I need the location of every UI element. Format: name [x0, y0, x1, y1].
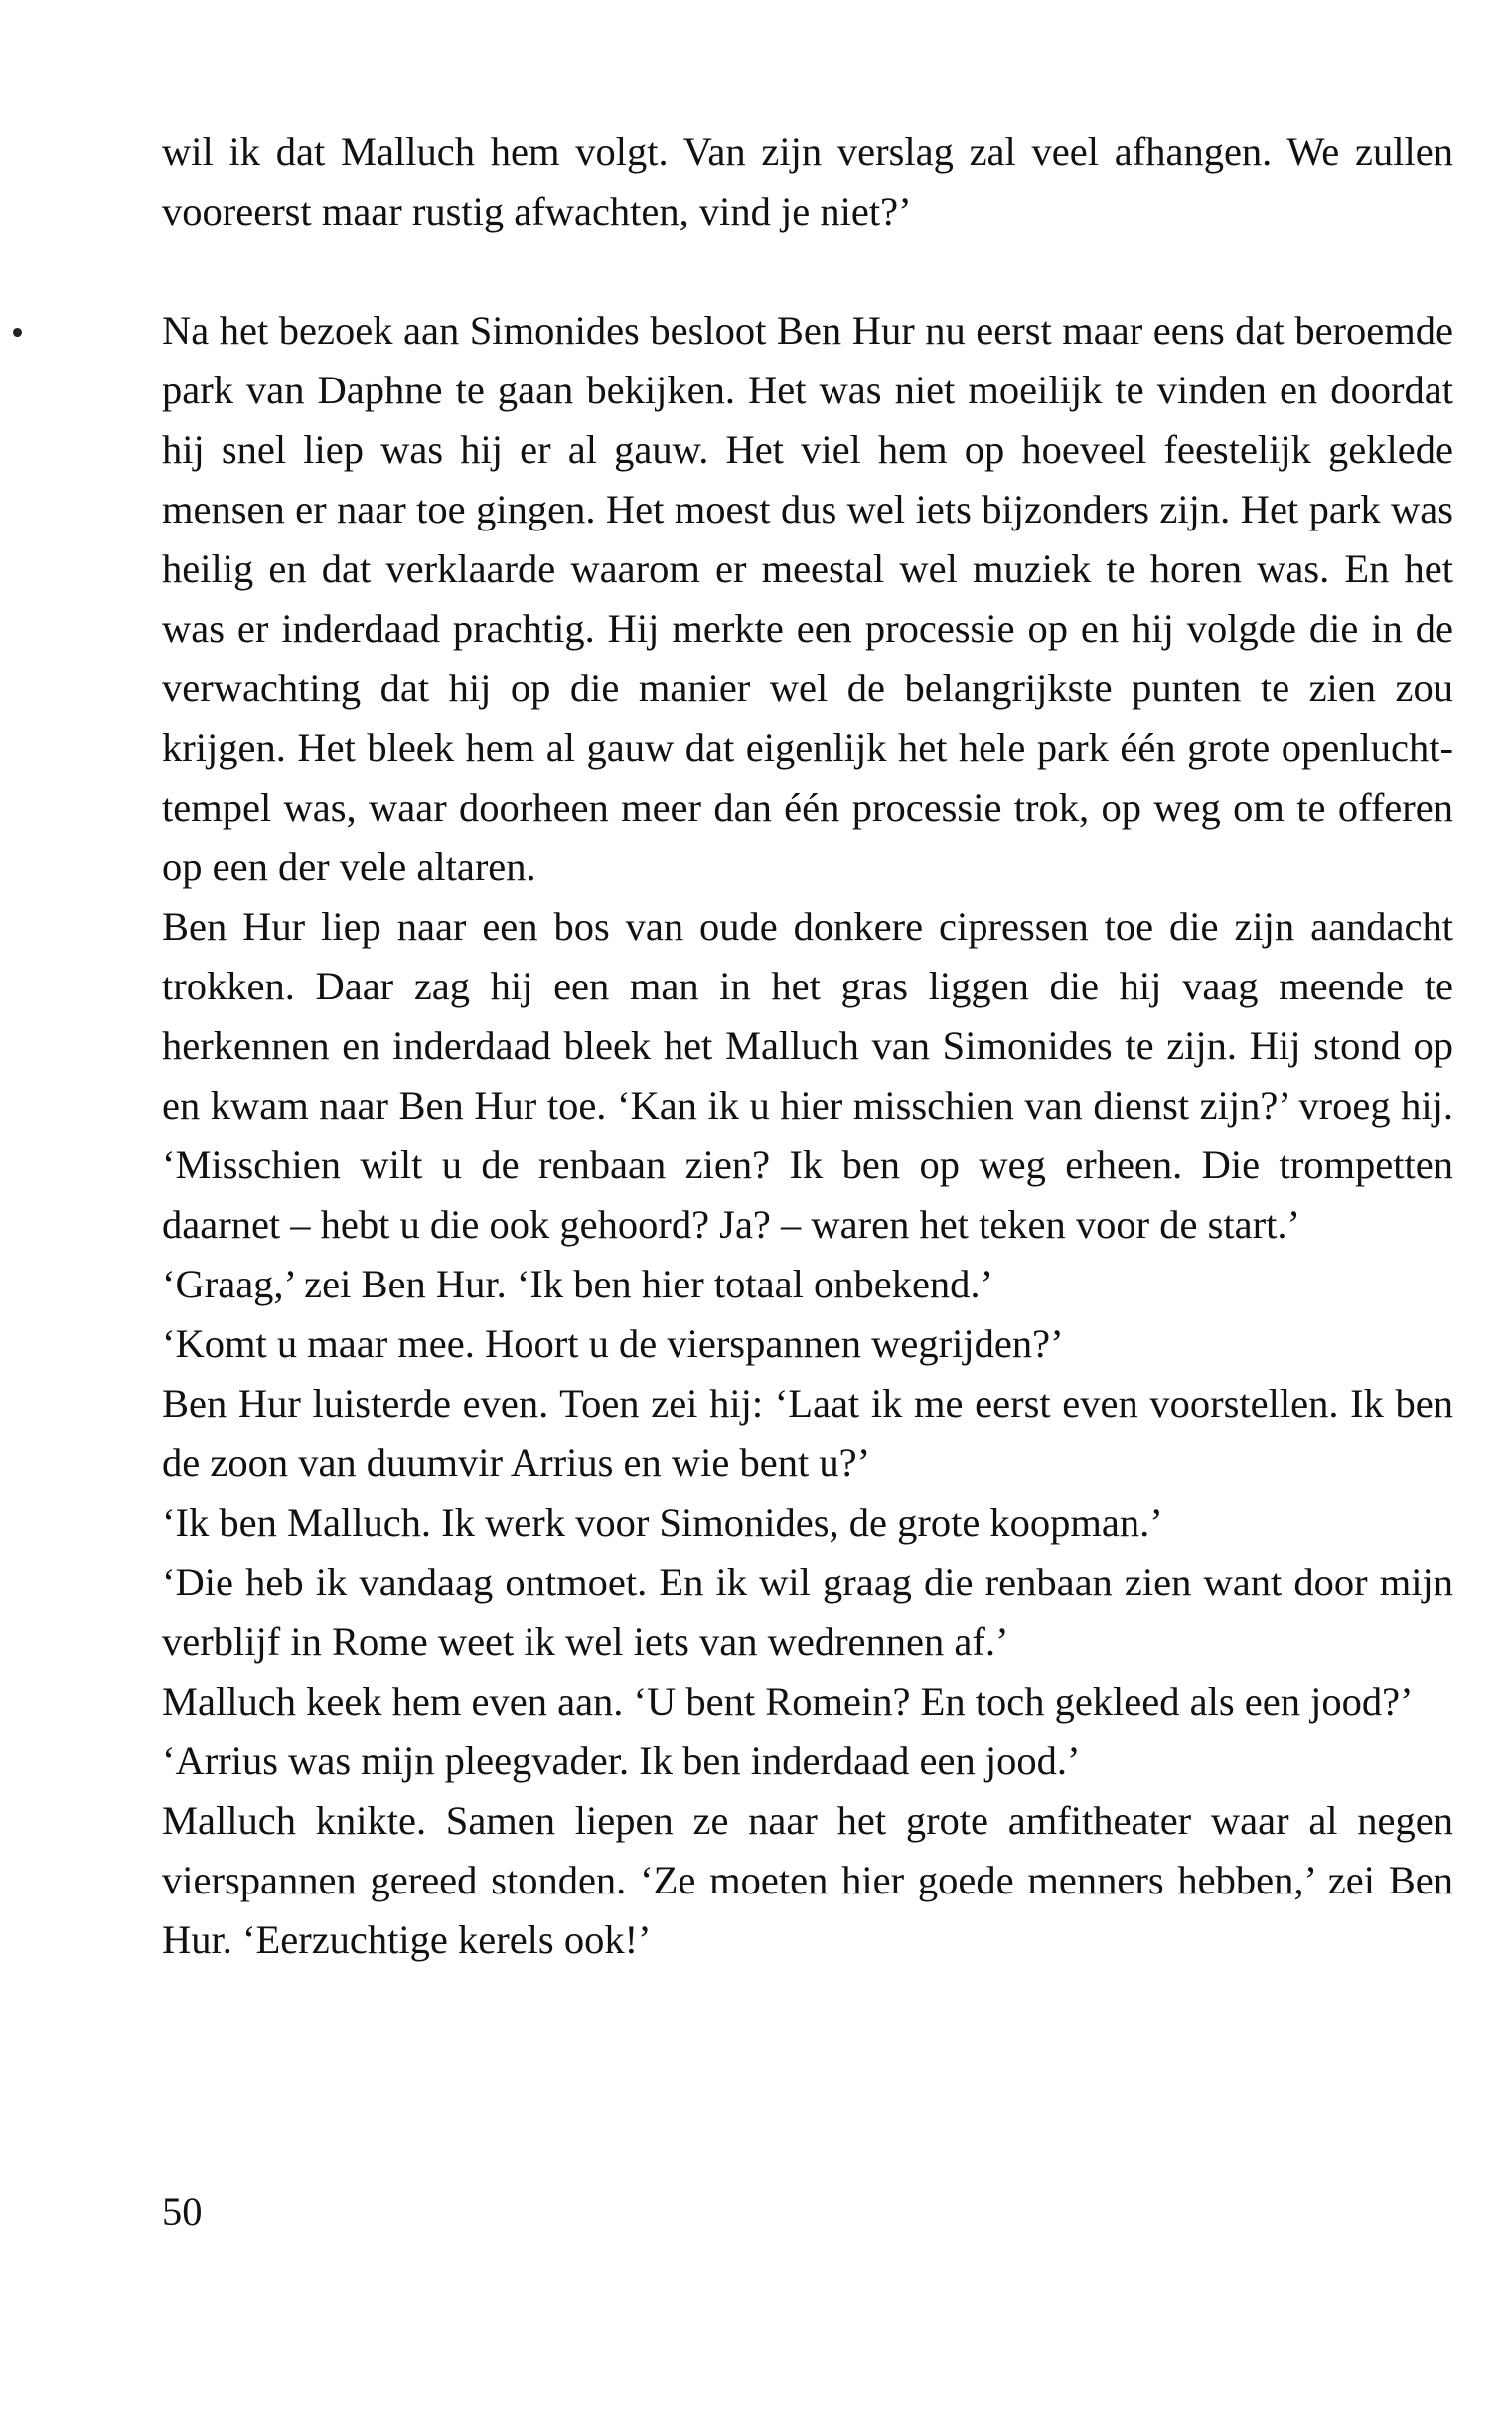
paragraph: ‘Komt u maar mee. Hoort u de vierspannen wegrijden?’: [162, 1321, 1064, 1366]
paragraph: Ben Hur liep naar een bos van oude donkere cipressen toe die zijn aandacht trokken. Daar zag hij een man in het gras liggen die hij vaag meende te herkennen en inderdaad bleek het Malluch van Simonides te zijn. Hij stond op en kwam naar Ben Hur toe. ‘Kan ik u hier misschien van dienst zijn?’ vroeg hij. ‘Misschien wilt u de renbaan zien? Ik ben op weg erheen. Die trompetten daarnet – hebt u die ook gehoord? Ja? – waren het teken voor de start.’: [162, 904, 1453, 1247]
paragraph: Malluch keek hem even aan. ‘U bent Romein? En toch gekleed als een jood?’: [162, 1679, 1414, 1724]
paragraph: Ben Hur luisterde even. Toen zei hij: ‘Laat ik me eerst even voorstellen. Ik ben de zoon van duumvir Arrius en wie bent u?’: [162, 1381, 1453, 1485]
text-block-top: [162, 122, 1453, 241]
text-block-main: [162, 301, 1453, 1970]
paragraph: ‘Die heb ik vandaag ontmoet. En ik wil graag die renbaan zien want door mijn verblijf in Rome weet ik wel iets van wedrennen af.’: [162, 1560, 1453, 1664]
paragraph: ‘Arrius was mijn pleegvader. Ik ben inderdaad een jood.’: [162, 1739, 1081, 1783]
paragraph: Na het bezoek aan Simonides besloot Ben Hur nu eerst maar eens dat beroemde park van Daphne te gaan bekijken. Het was niet moeilijk te vinden en doordat hij snel liep was hij er al gauw. Het viel hem op hoeveel feestelijk geklede mensen er naar toe gingen. Het moest dus wel iets bijzonders zijn. Het park was heilig en dat verklaarde waarom er meestal wel muziek te horen was. En het was er inderdaad prachtig. Hij merkte een processie op en hij volgde die in de verwachting dat hij op die manier wel de belangrijkste punten te zien zou krijgen. Het bleek hem al gauw dat eigenlijk het hele park één grote openlucht-tempel was, waar doorheen meer dan één processie trok, op weg om te offeren op een der vele altaren.: [162, 308, 1453, 889]
page-number: 50: [162, 2190, 203, 2234]
paragraph: ‘Graag,’ zei Ben Hur. ‘Ik ben hier totaal onbekend.’: [162, 1262, 994, 1306]
paragraph: Malluch knikte. Samen liepen ze naar het grote amfitheater waar al negen vierspannen gereed stonden. ‘Ze moeten hier goede menners hebben,’ zei Ben Hur. ‘Eerzuchtige kerels ook!’: [162, 1798, 1453, 1962]
paragraph: wil ik dat Malluch hem volgt. Van zijn verslag zal veel afhangen. We zullen vooreerst maar rustig afwachten, vind je niet?’: [162, 129, 1453, 233]
paragraph: ‘Ik ben Malluch. Ik werk voor Simonides, de grote koopman.’: [162, 1500, 1163, 1545]
ink-speck: [12, 327, 24, 339]
